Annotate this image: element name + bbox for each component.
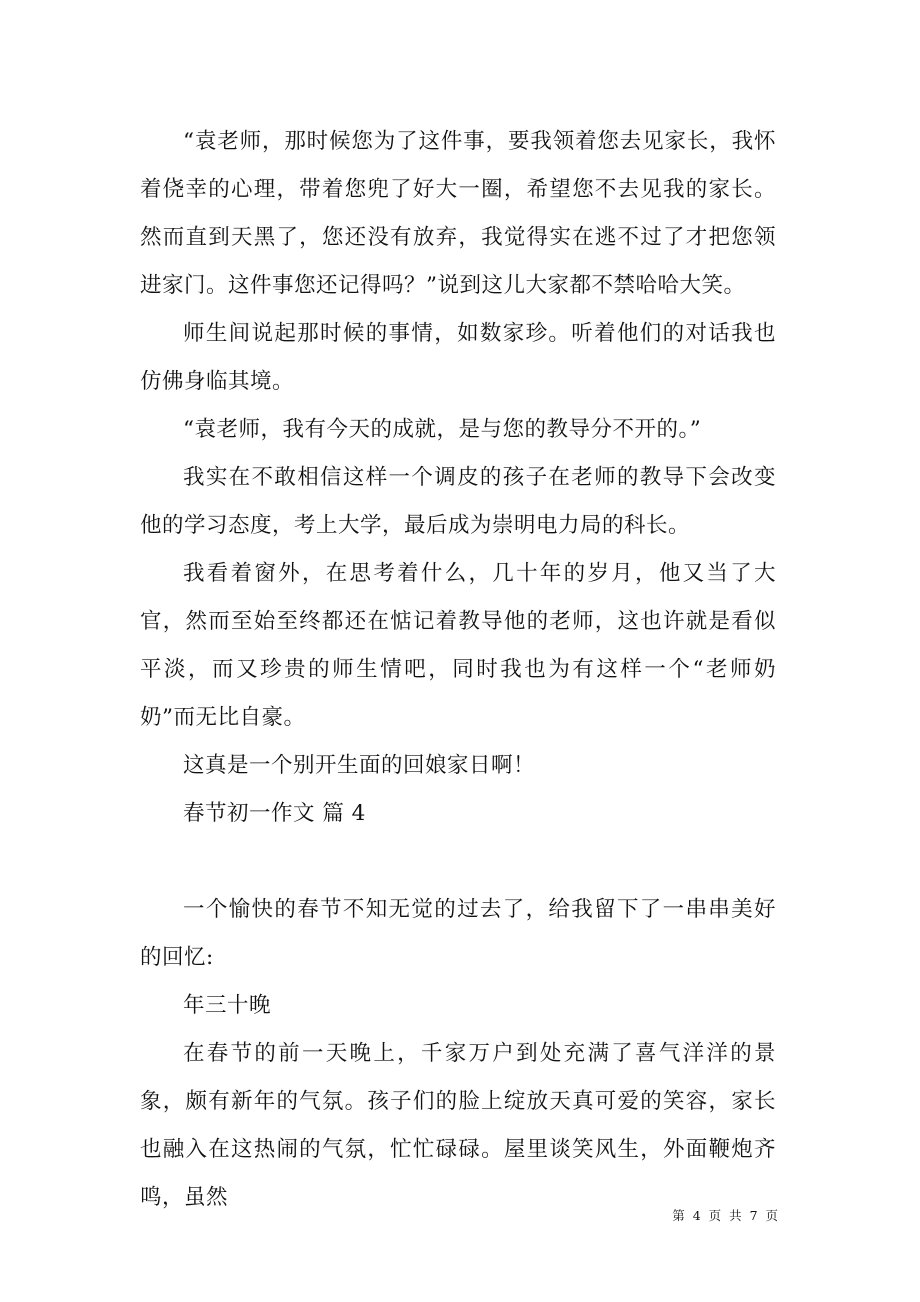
paragraph: 我看着窗外，在思考着什么，几十年的岁月，他又当了大官，然而至始至终都还在惦记着教导他的老师，这也许就是看似平淡，而又珍贵的师生情吧，同时我也为有这样一个“老师奶奶”而无比自豪。: [140, 561, 776, 730]
subheading: 年三十晚: [183, 993, 272, 1018]
paragraph: 师生间说起那时候的事情，如数家珍。听着他们的对话我也仿佛身临其境。: [140, 321, 776, 394]
document-body: [140, 118, 776, 1222]
paragraph: 这真是一个别开生面的回娘家日啊！: [183, 753, 536, 778]
paragraph: “袁老师，我有今天的成就，是与您的教导分不开的。”: [183, 417, 702, 442]
section-title: 春节初一作文 篇 4: [183, 801, 366, 826]
paragraph: 在春节的前一天晚上，千家万户到处充满了喜气洋洋的景象，颇有新年的气氛。孩子们的脸上绽放天真可爱的笑容，家长也融入在这热闹的气氛，忙忙碌碌。屋里谈笑风生，外面鞭炮齐鸣，虽然: [140, 1041, 776, 1210]
paragraph: “袁老师，那时候您为了这件事，要我领着您去见家长，我怀着侥幸的心理，带着您兜了好大一圈，希望您不去见我的家长。然而直到天黑了，您还没有放弃，我觉得实在逃不过了才把您领进家门。这件事您还记得吗？”说到这儿大家都不禁哈哈大笑。: [140, 129, 776, 298]
paragraph: 我实在不敢相信这样一个调皮的孩子在老师的教导下会改变他的学习态度，考上大学，最后成为崇明电力局的科长。: [140, 465, 776, 538]
blank-line: [140, 838, 776, 886]
paragraph: 一个愉快的春节不知无觉的过去了，给我留下了一串串美好的回忆:: [140, 897, 776, 970]
page-number: 第 4 页 共 7 页: [672, 1208, 780, 1223]
